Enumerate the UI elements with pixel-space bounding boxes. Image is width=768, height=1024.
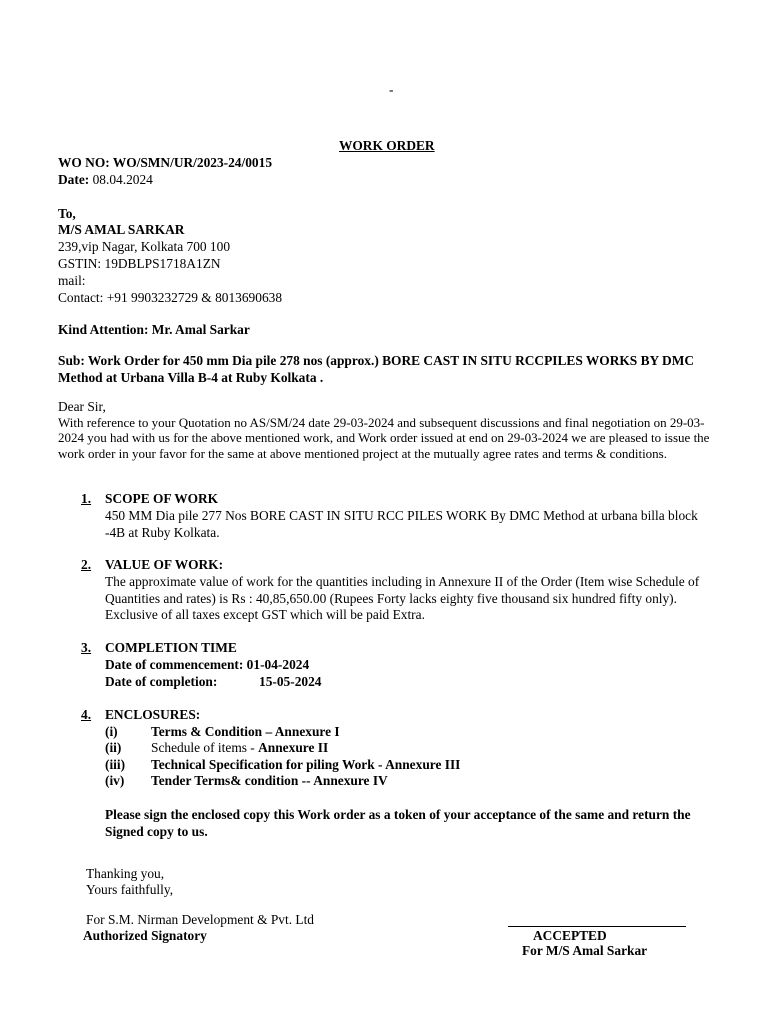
completion-value: 15-05-2024 xyxy=(259,674,322,689)
wo-number xyxy=(58,155,272,172)
enclosure-item xyxy=(105,757,460,774)
enclosure-item xyxy=(105,740,328,757)
enclosure-number: (iii) xyxy=(105,757,126,772)
order-date-value: 08.04.2024 xyxy=(92,172,153,187)
section-number: 4. xyxy=(81,707,92,722)
section-title: VALUE OF WORK: xyxy=(105,557,224,572)
section-completion-heading xyxy=(81,640,237,657)
section-enclosures-heading xyxy=(81,707,200,724)
completion-label: Date of completion: xyxy=(105,674,218,689)
authorized-signatory: Authorized Signatory xyxy=(83,928,207,943)
intro-paragraph: With reference to your Quotation no AS/SM/24 date 29-03-2024 and subsequent discussions and final negotiation on 29-03-2024 you had with us for the above mentioned work, and Work order issued at end on 29-03-2024 we are pleased to issue the work order in your favor for the same at above mentioned project at the mutually agree rates and terms & conditions. xyxy=(58,415,710,461)
wo-number-value: WO/SMN/UR/2023-24/0015 xyxy=(112,155,273,170)
enclosure-number: (iv) xyxy=(105,773,125,788)
order-date xyxy=(58,172,153,189)
accepted-for: For M/S Amal Sarkar xyxy=(522,943,648,958)
order-date-label: Date: xyxy=(58,172,90,187)
closing-thanks: Thanking you, xyxy=(86,866,165,881)
enclosure-item xyxy=(105,773,388,790)
recipient-address: 239,vip Nagar, Kolkata 700 100 xyxy=(58,239,231,254)
closing-yours: Yours faithfully, xyxy=(86,882,174,897)
recipient-contact: Contact: +91 9903232729 & 8013690638 xyxy=(58,290,283,305)
enclosure-item xyxy=(105,724,340,741)
subject-line: Sub: Work Order for 450 mm Dia pile 278 nos (approx.) BORE CAST IN SITU RCCPILES WORKS BY DMC Method at Urbana Villa B-4 at Ruby Kolkata . xyxy=(58,353,695,385)
closing-company: For S.M. Nirman Development & Pvt. Ltd xyxy=(86,912,315,927)
section-value-heading xyxy=(81,557,223,574)
acceptance-signature-line xyxy=(508,926,686,927)
section-title: SCOPE OF WORK xyxy=(105,491,219,506)
recipient-gstin: GSTIN: 19DBLPS1718A1ZN xyxy=(58,256,221,271)
enclosure-annexure: Annexure II xyxy=(258,740,329,755)
greeting: Dear Sir, xyxy=(58,399,106,414)
recipient-name: M/S AMAL SARKAR xyxy=(58,222,185,237)
commencement-value: 01-04-2024 xyxy=(246,657,310,672)
section-value-body: The approximate value of work for the quantities including in Annexure II of the Order (Item wise Schedule of Quantities and rates) is Rs : 40,85,650.00 (Rupees Forty lacks eighty five thousand six hundred fifty only). Exclusive of all taxes except GST which will be paid Extra. xyxy=(105,574,700,623)
enclosure-prefix: Schedule of items - xyxy=(151,740,259,755)
wo-number-label: WO NO: xyxy=(58,155,110,170)
enclosure-annexure: Technical Specification for piling Work - Annexure III xyxy=(151,757,461,772)
section-number: 2. xyxy=(81,557,92,572)
enclosure-number: (ii) xyxy=(105,740,122,755)
commencement-label: Date of commencement: xyxy=(105,657,244,672)
commencement-date xyxy=(105,657,309,674)
enclosure-number: (i) xyxy=(105,724,118,739)
enclosure-annexure: Terms & Condition – Annexure I xyxy=(151,724,340,739)
enclosure-annexure: Tender Terms& condition -- Annexure IV xyxy=(151,773,388,788)
to-salutation: To, xyxy=(58,206,76,221)
section-number: 1. xyxy=(81,491,92,506)
accepted-label: ACCEPTED xyxy=(533,928,607,943)
recipient-mail: mail: xyxy=(58,273,86,288)
document-title: WORK ORDER xyxy=(339,138,435,153)
signature-request: Please sign the enclosed copy this Work order as a token of your acceptance of the same and return the Signed copy to us. xyxy=(105,807,691,839)
section-scope-heading xyxy=(81,491,218,508)
section-scope-body: 450 MM Dia pile 277 Nos BORE CAST IN SITU RCC PILES WORK By DMC Method at urbana billa block -4B at Ruby Kolkata. xyxy=(105,508,698,540)
section-number: 3. xyxy=(81,640,92,655)
kind-attention: Kind Attention: Mr. Amal Sarkar xyxy=(58,322,250,337)
section-title: COMPLETION TIME xyxy=(105,640,237,655)
top-mark: - xyxy=(389,82,394,97)
section-title: ENCLOSURES: xyxy=(105,707,201,722)
completion-date xyxy=(105,674,321,691)
